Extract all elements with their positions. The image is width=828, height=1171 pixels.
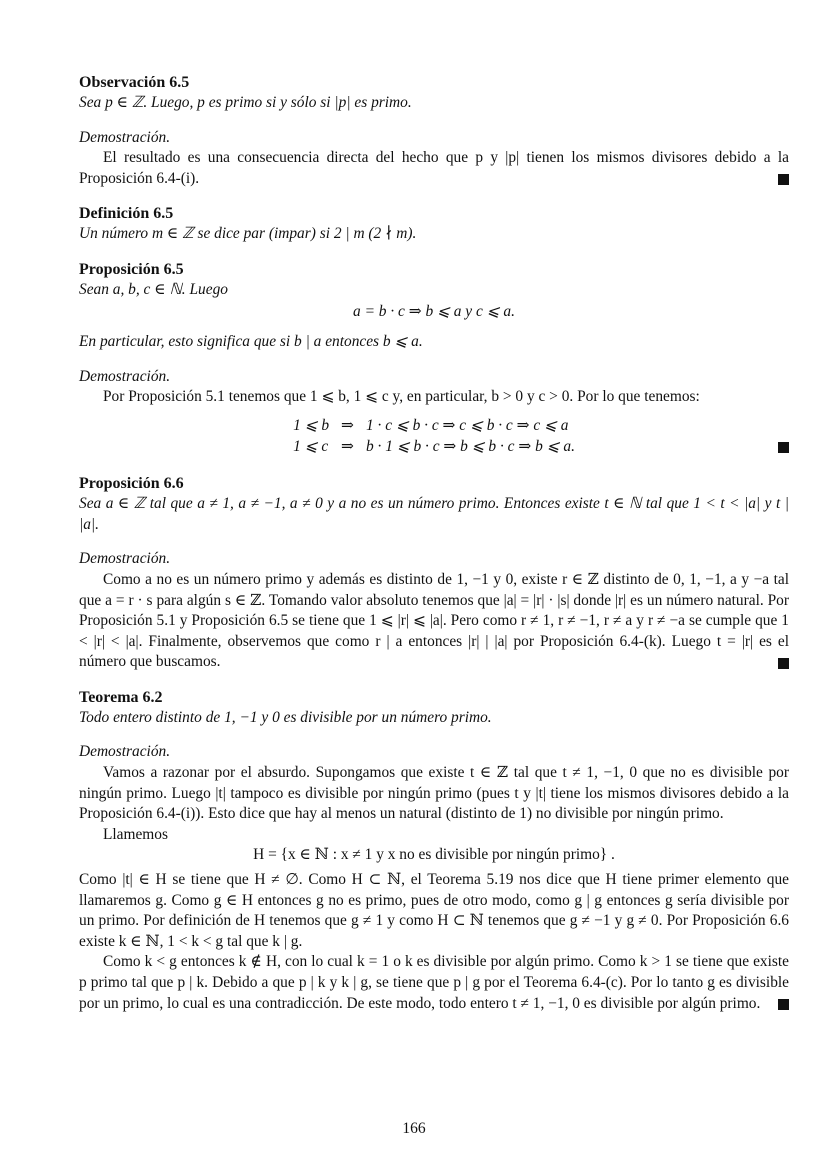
proposition-heading: Proposición 6.6 (79, 475, 184, 493)
theorem-heading: Teorema 6.2 (79, 688, 163, 706)
proof-paragraph: Como |t| ∈ H se tiene que H ≠ ∅. Como H ⊂ ℕ, el Teorema 5.19 nos dice que H tiene primer elemento que llamaremos g. Como g ∈ H entonces g no es primo, pues de otro modo, como g | g entonces g sería divisible por un primo. Por definición de H tenemos que g ≠ 1 y como H ⊂ ℕ tenemos que g ≠ −1 y g ≠ 0. Por Proposición 6.6 existe k ∈ ℕ, 1 < k < g tal que k | g. (79, 871, 789, 950)
theorem-statement: Todo entero distinto de 1, −1 y 0 es divisible por un número primo. (79, 708, 492, 726)
proposition-statement: Sea a ∈ ℤ tal que a ≠ 1, a ≠ −1, a ≠ 0 y a no es un número primo. Entonces existe t ∈ ℕ tal que 1 < t < |a| y t | |a|. (79, 495, 789, 533)
proof-text: Como a no es un número primo y además es distinto de 1, −1 y 0, existe r ∈ ℤ distinto de 0, 1, −1, a y −a tal que a = r · s para algún s ∈ ℤ. Tomando valor absoluto tenemos que |a| = |r| · |s| donde |r| es un número natural. Por Proposición 5.1 y Proposición 6.5 se tiene que 1 ⩽ |r| ⩽ |a|. Pero como r ≠ 1, r ≠ −1, r ≠ a y r ≠ −a se cumple que 1 < |r| < |a|. Finalmente, observemos que como r | a entonces |r| | |a| por Proposición 6.4-(k). Luego t = |r| es el número que buscamos. (79, 570, 789, 671)
proof-label: Demostración. (79, 743, 171, 761)
qed-icon (778, 999, 789, 1010)
implication-lhs: 1 ⩽ b (293, 416, 330, 434)
qed-icon (778, 658, 789, 669)
implication-row (287, 416, 581, 437)
qed-icon (778, 174, 789, 185)
set-definition: H = {x ∈ ℕ : x ≠ 1 y x no es divisible por ningún primo} . (253, 846, 615, 864)
observation-statement: Sea p ∈ ℤ. Luego, p es primo si y sólo si |p| es primo. (79, 94, 412, 111)
qed-icon (778, 442, 789, 453)
proof-text: Por Proposición 5.1 tenemos que 1 ⩽ b, 1 ⩽ c y, en particular, b > 0 y c > 0. Por lo que tenemos: (103, 388, 700, 406)
proposition-equation: a = b · c ⇒ b ⩽ a y c ⩽ a. (353, 302, 515, 320)
observation-6-5 (79, 72, 789, 189)
proposition-heading: Proposición 6.5 (79, 260, 184, 278)
implication-rhs: b · 1 ⩽ b · c ⇒ b ⩽ b · c ⇒ b ⩽ a. (365, 437, 575, 455)
implication-arrow: ⇒ (341, 437, 354, 455)
proof-text: El resultado es una consecuencia directa del hecho que p y |p| tienen los mismos divisores debido a la Proposición 6.4-(i). (79, 149, 789, 187)
proof-label: Demostración. (79, 128, 171, 146)
proof-label: Demostración. (79, 550, 171, 568)
page-content (79, 72, 789, 1014)
implication-table (287, 416, 581, 457)
proposition-statement-intro: Sean a, b, c ∈ ℕ. Luego (79, 280, 228, 298)
proof-label: Demostración. (79, 367, 171, 385)
implication-rhs: 1 · c ⩽ b · c ⇒ c ⩽ b · c ⇒ c ⩽ a (365, 416, 569, 434)
implication-arrow: ⇒ (341, 416, 354, 434)
observation-heading: Observación 6.5 (79, 74, 190, 91)
proof-paragraph: Como k < g entonces k ∉ H, con lo cual k = 1 o k es divisible por algún primo. Como k > 1 se tiene que existe p primo tal que p | k. Debido a que p | k y k | g, se tiene que p | g por el Teorema 6.4-(c). Por lo tanto g es divisible por un primo, lo cual es una contradicción. De este modo, todo entero t ≠ 1, −1, 0 es divisible por algún primo. (79, 953, 789, 1012)
proposition-6-6 (79, 473, 789, 673)
theorem-6-2 (79, 687, 789, 1014)
definition-6-5 (79, 203, 789, 245)
definition-heading: Definición 6.5 (79, 205, 174, 223)
implication-lhs: 1 ⩽ c (293, 437, 329, 455)
proof-paragraph: Vamos a razonar por el absurdo. Supongamos que existe t ∈ ℤ tal que t ≠ 1, −1, 0 que no es divisible por ningún primo. Luego |t| tampoco es divisible por ningún primo (pues t y |t| tiene los mismos divisores debido a la Proposición 6.4-(i)). Esto dice que hay al menos un natural (distinto de 1) no divisible por ningún primo. (79, 764, 789, 823)
proposition-statement-tail: En particular, esto significa que si b | a entonces b ⩽ a. (79, 333, 423, 351)
implication-row (287, 437, 581, 458)
proposition-6-5 (79, 259, 789, 457)
page-number: 166 (402, 1120, 426, 1137)
proof-paragraph: Llamemos (103, 825, 168, 843)
definition-statement: Un número m ∈ ℤ se dice par (impar) si 2 | m (2 ∤ m). (79, 225, 417, 243)
